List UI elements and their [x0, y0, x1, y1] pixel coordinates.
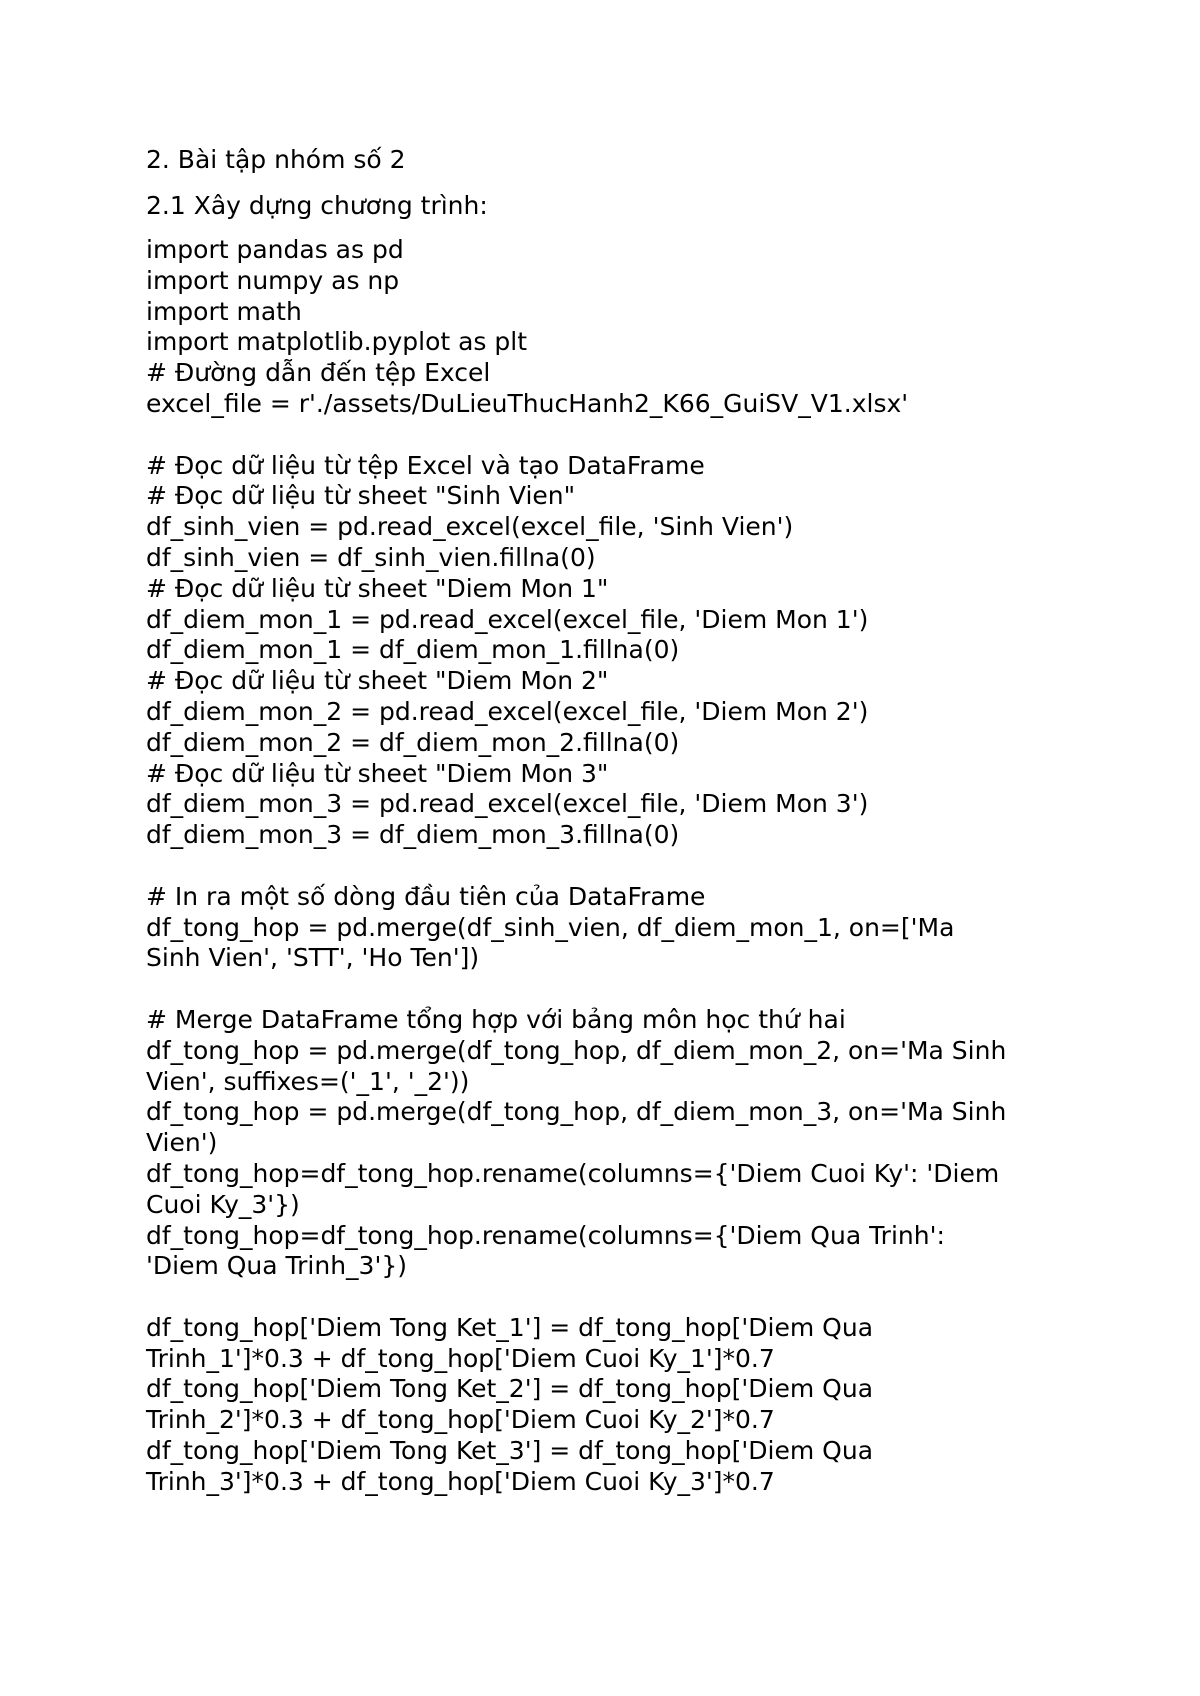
code-line: df_sinh_vien = pd.read_excel(excel_file, 'Sinh Vien') [146, 512, 794, 542]
code-line: Trinh_2']*0.3 + df_tong_hop['Diem Cuoi Ky_2']*0.7 [146, 1405, 775, 1435]
code-line: df_diem_mon_2 = pd.read_excel(excel_file, 'Diem Mon 2') [146, 696, 869, 726]
section-heading: 2. Bài tập nhóm số 2 [146, 145, 406, 174]
code-line: df_tong_hop = pd.merge(df_tong_hop, df_diem_mon_2, on='Ma Sinh [146, 1035, 1007, 1065]
code-line: df_diem_mon_3 = df_diem_mon_3.fillna(0) [146, 820, 680, 850]
code-line: import pandas as pd [146, 235, 404, 264]
code-line: Vien') [146, 1128, 218, 1158]
code-line: df_tong_hop = pd.merge(df_sinh_vien, df_diem_mon_1, on=['Ma [146, 912, 955, 942]
code-line [146, 1282, 1086, 1313]
code-line: df_diem_mon_3 = pd.read_excel(excel_file, 'Diem Mon 3') [146, 789, 869, 819]
code-line: # Đọc dữ liệu từ tệp Excel và tạo DataFrame [146, 450, 705, 480]
code-line: df_sinh_vien = df_sinh_vien.fillna(0) [146, 542, 596, 572]
document-page [146, 143, 1086, 1498]
code-line: Sinh Vien', 'STT', 'Ho Ten']) [146, 943, 480, 973]
code-line [146, 851, 1086, 882]
code-block [146, 235, 1086, 1498]
code-line: excel_file = r'./assets/DuLieuThucHanh2_K66_GuiSV_V1.xlsx' [146, 388, 909, 418]
code-line: df_tong_hop['Diem Tong Ket_1'] = df_tong_hop['Diem Qua [146, 1312, 874, 1342]
code-line: df_diem_mon_2 = df_diem_mon_2.fillna(0) [146, 727, 680, 757]
code-line: Vien', suffixes=('_1', '_2')) [146, 1066, 470, 1096]
code-line: df_diem_mon_1 = pd.read_excel(excel_file, 'Diem Mon 1') [146, 604, 869, 634]
code-line: df_tong_hop=df_tong_hop.rename(columns={'Diem Qua Trinh': [146, 1220, 945, 1250]
code-line: df_tong_hop['Diem Tong Ket_3'] = df_tong_hop['Diem Qua [146, 1436, 874, 1466]
code-line: Trinh_3']*0.3 + df_tong_hop['Diem Cuoi Ky_3']*0.7 [146, 1466, 775, 1496]
code-line: # Đọc dữ liệu từ sheet "Diem Mon 3" [146, 758, 609, 788]
code-line: df_tong_hop=df_tong_hop.rename(columns={'Diem Cuoi Ky': 'Diem [146, 1158, 1000, 1188]
code-line: # Đường dẫn đến tệp Excel [146, 358, 491, 388]
subsection-heading: 2.1 Xây dựng chương trình: [146, 191, 488, 220]
code-line: # Đọc dữ liệu từ sheet "Diem Mon 1" [146, 573, 609, 603]
code-line: # In ra một số dòng đầu tiên của DataFrame [146, 881, 706, 911]
code-line: # Đọc dữ liệu từ sheet "Diem Mon 2" [146, 666, 609, 696]
code-line: df_tong_hop = pd.merge(df_tong_hop, df_diem_mon_3, on='Ma Sinh [146, 1097, 1007, 1127]
code-line: # Đọc dữ liệu từ sheet "Sinh Vien" [146, 481, 576, 511]
code-line: 'Diem Qua Trinh_3'}) [146, 1251, 407, 1281]
code-line: # Merge DataFrame tổng hợp với bảng môn học thứ hai [146, 1004, 846, 1034]
code-line: import matplotlib.pyplot as plt [146, 327, 528, 357]
code-line: Cuoi Ky_3'}) [146, 1189, 300, 1219]
code-line [146, 420, 1086, 451]
code-line: df_diem_mon_1 = df_diem_mon_1.fillna(0) [146, 635, 680, 665]
code-line: df_tong_hop['Diem Tong Ket_2'] = df_tong_hop['Diem Qua [146, 1374, 874, 1404]
code-line [146, 974, 1086, 1005]
code-line: import numpy as np [146, 265, 400, 295]
code-line: import math [146, 296, 302, 326]
code-line: Trinh_1']*0.3 + df_tong_hop['Diem Cuoi Ky_1']*0.7 [146, 1343, 775, 1373]
